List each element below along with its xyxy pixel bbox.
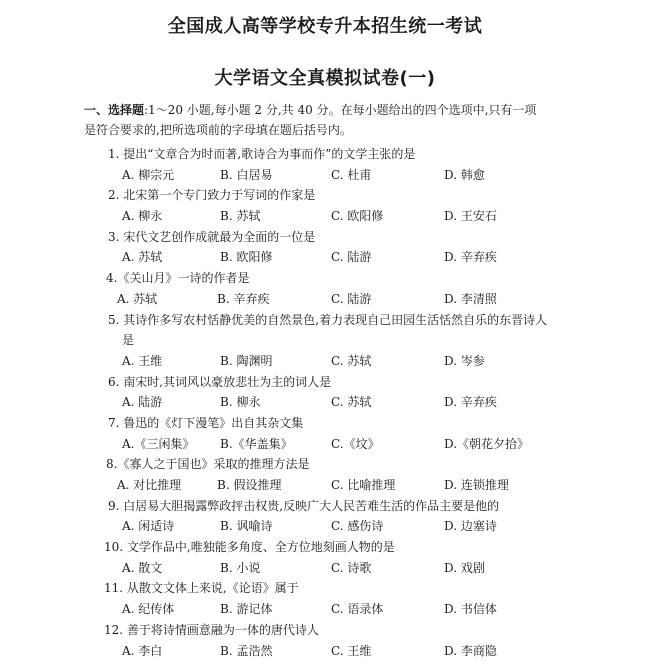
option-a: A. 王维 xyxy=(122,353,163,368)
option-c: C. 比喻推理 xyxy=(331,478,396,492)
option-b: B. 辛弃疾 xyxy=(217,291,270,306)
question-9 xyxy=(0,496,650,537)
paper-subtitle: 大学语文全真模拟试卷(一) xyxy=(214,68,436,89)
question-stem: 12. 善于将诗情画意融为一体的唐代诗人 xyxy=(104,622,319,637)
option-c: C.《坟》 xyxy=(331,436,380,451)
question-stem: 4.《关山月》一诗的作者是 xyxy=(106,271,250,286)
option-b: B. 陶渊明 xyxy=(220,353,273,368)
question-3 xyxy=(0,227,650,268)
section-instructions xyxy=(84,100,624,140)
question-stem: 8.《寡人之于国也》采取的推理方法是 xyxy=(106,457,310,472)
question-stem: 2. 北宋第一个专门致力于写词的作家是 xyxy=(108,188,316,203)
option-c: C. 感伤诗 xyxy=(331,519,384,534)
option-b: B. 欧阳修 xyxy=(220,250,273,265)
option-d: D. 戏剧 xyxy=(444,560,485,575)
question-10 xyxy=(0,537,650,578)
option-d: D. 辛弃疾 xyxy=(444,395,497,410)
option-c: C. 苏轼 xyxy=(331,353,372,368)
question-11 xyxy=(0,578,650,619)
question-stem: 5. 其诗作多写农村恬静优美的自然景色,着力表现自己田园生活恬然自乐的东晋诗人 xyxy=(108,312,548,327)
option-d: D. 李清照 xyxy=(444,291,497,306)
question-list xyxy=(0,144,650,661)
option-b: B. 小说 xyxy=(220,560,261,575)
option-c: C. 杜甫 xyxy=(331,167,372,182)
question-5 xyxy=(0,310,650,372)
option-a: A. 陆游 xyxy=(122,395,163,410)
option-b: B. 柳永 xyxy=(220,395,261,410)
option-a: A. 苏轼 xyxy=(117,291,158,306)
option-c: C. 欧阳修 xyxy=(331,209,384,224)
option-c: C. 王维 xyxy=(331,643,372,658)
option-b: B. 讽喻诗 xyxy=(220,519,273,534)
option-b: B. 白居易 xyxy=(220,167,273,182)
option-a: A. 柳宗元 xyxy=(122,167,175,182)
question-4 xyxy=(0,268,650,309)
option-b: B.《华盖集》 xyxy=(220,436,293,451)
option-a: A. 纪传体 xyxy=(122,602,175,617)
option-d: D. 王安石 xyxy=(444,209,497,224)
question-12 xyxy=(0,620,650,661)
option-d: D. 连锁推理 xyxy=(444,478,509,492)
question-stem: 10. 文学作品中,唯独能多角度、全方位地刻画人物的是 xyxy=(104,540,395,555)
question-2 xyxy=(0,185,650,226)
option-a: A. 散文 xyxy=(122,560,163,575)
option-a: A. 苏轼 xyxy=(122,250,163,265)
question-1 xyxy=(0,144,650,185)
question-stem: 9. 白居易大胆揭露弊政抨击权贵,反映广大人民苦难生活的作品主要是他的 xyxy=(108,498,500,513)
question-6 xyxy=(0,372,650,413)
option-c: C. 陆游 xyxy=(331,250,372,265)
option-b: B. 苏轼 xyxy=(220,209,261,224)
question-stem: 3. 宋代文艺创作成就最为全面的一位是 xyxy=(108,229,316,244)
option-b: B. 假设推理 xyxy=(217,478,282,492)
option-a: A. 对比推理 xyxy=(117,478,182,492)
question-stem: 11. 从散文文体上来说,《论语》属于 xyxy=(104,581,299,596)
question-7 xyxy=(0,413,650,454)
option-a: A. 闲适诗 xyxy=(122,519,175,534)
instructions-line-1: :1～20 小题,每小题 2 分,共 40 分。在每小题给出的四个选项中,只有一项 xyxy=(144,103,537,117)
option-b: B. 孟浩然 xyxy=(220,643,273,658)
option-d: D. 边塞诗 xyxy=(444,519,497,534)
question-stem: 1. 提出“文章合为时而著,歌诗合为事而作”的文学主张的是 xyxy=(108,147,416,161)
option-b: B. 游记体 xyxy=(220,602,273,617)
option-d: D. 韩愈 xyxy=(444,167,485,182)
question-stem-continuation: 是 xyxy=(122,333,135,348)
option-d: D. 辛弃疾 xyxy=(444,250,497,265)
instructions-line-2: 是符合要求的,把所选项前的字母填在题后括号内。 xyxy=(84,123,352,137)
question-stem: 6. 南宋时,其词风以豪放悲壮为主的词人是 xyxy=(108,374,332,389)
option-a: A. 李白 xyxy=(122,643,163,658)
option-d: D. 李商隐 xyxy=(444,643,497,658)
option-c: C. 诗歌 xyxy=(331,560,372,575)
question-stem: 7. 鲁迅的《灯下漫笔》出自其杂文集 xyxy=(108,415,304,430)
option-d: D.《朝花夕拾》 xyxy=(444,436,530,451)
exam-title: 全国成人高等学校专升本招生统一考试 xyxy=(167,16,483,37)
option-d: D. 岑参 xyxy=(444,353,485,368)
option-c: C. 语录体 xyxy=(331,602,384,617)
option-c: C. 陆游 xyxy=(331,291,372,306)
section-label: 一、选择题 xyxy=(84,103,145,117)
option-c: C. 苏轼 xyxy=(331,395,372,410)
question-8 xyxy=(0,454,650,495)
option-a: A.《三闲集》 xyxy=(122,436,195,451)
option-d: D. 书信体 xyxy=(444,602,497,617)
option-a: A. 柳永 xyxy=(122,209,163,224)
